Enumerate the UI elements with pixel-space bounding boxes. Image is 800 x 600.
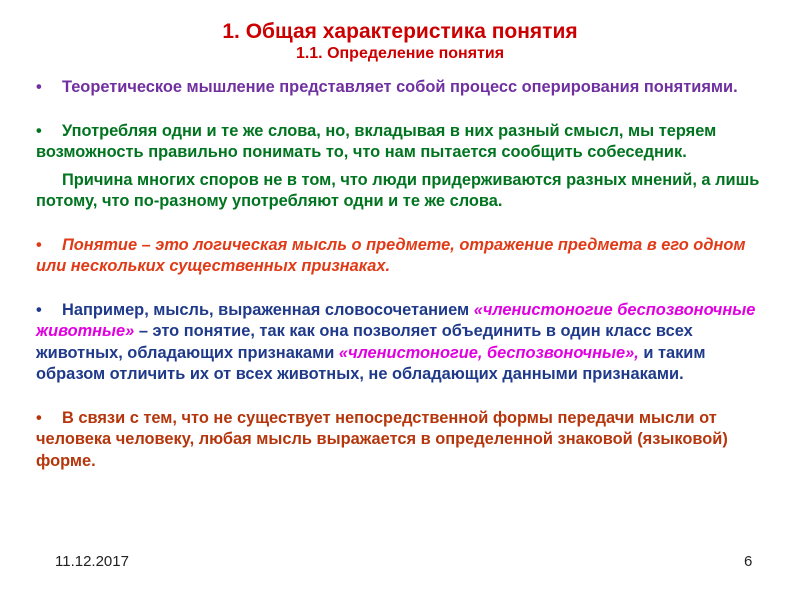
paragraph-text: Теоретическое мышление представляет собой процесс оперирования понятиями.	[62, 78, 738, 96]
paragraph-example	[36, 300, 776, 386]
paragraph-concept-definition	[36, 235, 776, 278]
paragraph-words-meaning	[36, 121, 776, 164]
paragraph-sign-form	[36, 408, 776, 473]
bullet-icon: •	[36, 121, 42, 140]
page-number: 6	[744, 553, 753, 570]
slide-title: 1. Общая характеристика понятия	[222, 20, 578, 43]
bullet-icon: •	[36, 300, 42, 319]
paragraph-text-part2: – это понятие, так как она позволяет объединить в один класс всех животных, обладающих признаками	[36, 322, 693, 362]
bullet-icon: •	[36, 78, 42, 96]
paragraph-disputes-cause	[36, 170, 776, 213]
quote-arthropods-invertebrates: «членистоногие, беспозвоночные»,	[338, 343, 639, 362]
paragraph-text: Причина многих споров не в том, что люди придерживаются разных мнений, а лишь потому, что по-разному употребляют одни и те же слова.	[36, 170, 760, 210]
bullet-icon: •	[36, 235, 42, 254]
slide-content	[36, 77, 776, 472]
paragraph-text: Употребляя одни и те же слова, но, вкладывая в них разный смысл, мы теряем возможность правильно понимать то, что нам пытается сообщить собеседник.	[36, 121, 717, 161]
bullet-icon: •	[36, 408, 42, 427]
quote-arthropods-invertebrates-animals: «членистоногие беспозвоночные животные»	[36, 300, 756, 340]
slide-subtitle: 1.1. Определение понятия	[295, 45, 505, 62]
paragraph-text: В связи с тем, что не существует непосредственной формы передачи мысли от человека человеку, любая мысль выражается в определенной знаковой (языковой) форме.	[36, 408, 728, 470]
paragraph-text: Понятие – это логическая мысль о предмете, отражение предмета в его одном или нескольких существенных признаках.	[36, 235, 746, 275]
paragraph-text-part3: и таким образом отличить их от всех животных, не обладающих данными признаками.	[36, 343, 706, 383]
footer-date: 11.12.2017	[55, 553, 129, 570]
paragraph-text-part1: Например, мысль, выраженная словосочетанием	[62, 300, 474, 319]
paragraph-thinking	[36, 77, 776, 99]
